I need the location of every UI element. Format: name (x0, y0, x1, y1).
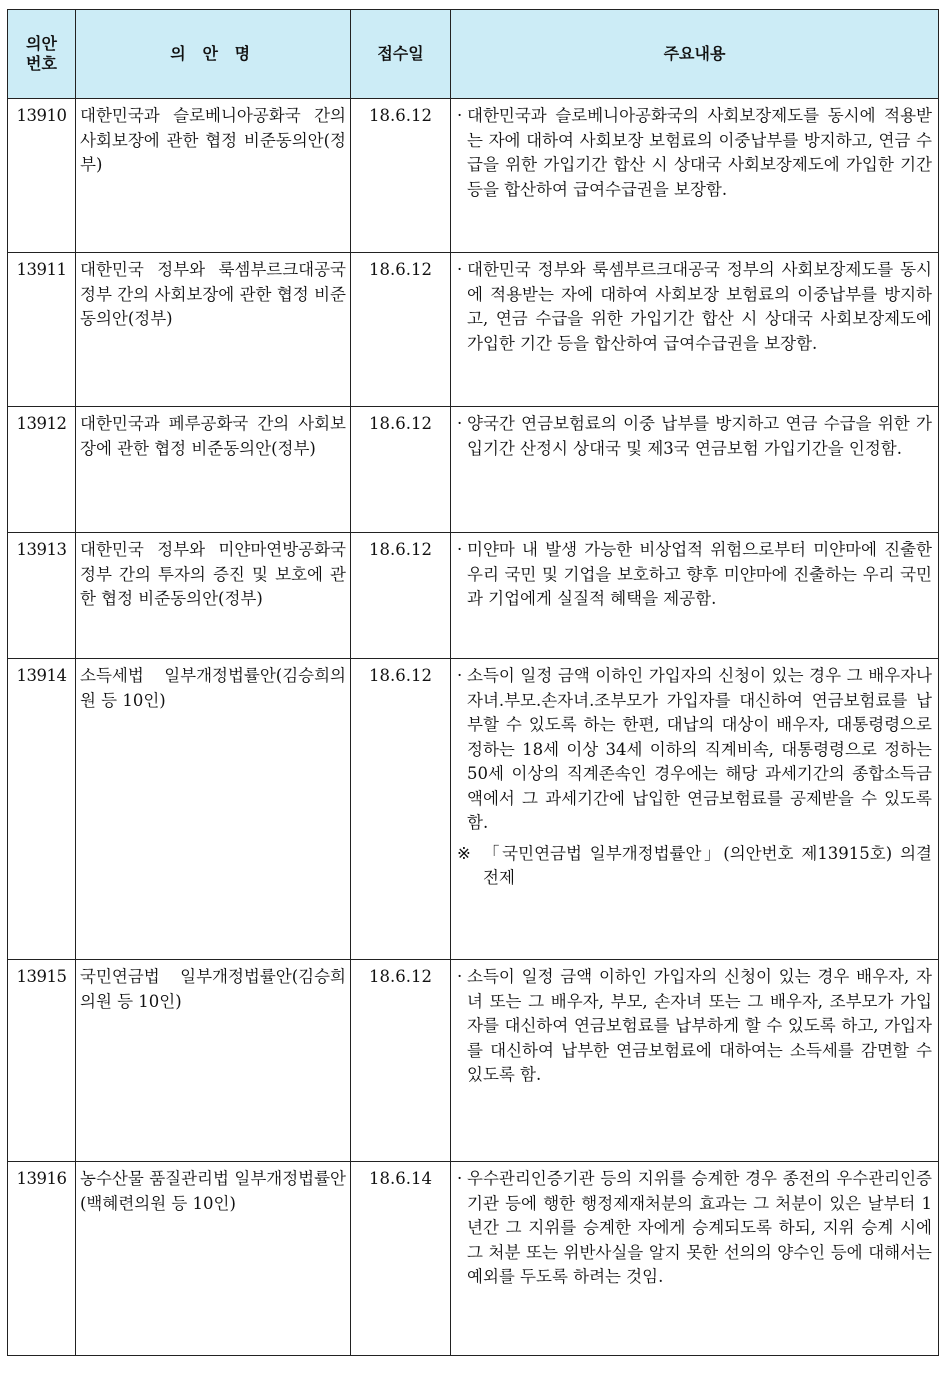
table-row (8, 253, 939, 407)
bill-title: 소득세법 일부개정법률안(김승희의원 등 10인) (76, 659, 351, 960)
received-date: 18.6.12 (351, 659, 451, 960)
bullet-mark: · (457, 1169, 463, 1188)
table-row (8, 99, 939, 253)
bill-title: 대한민국과 페루공화국 간의 사회보장에 관한 협정 비준동의안(정부) (76, 407, 351, 533)
main-content (451, 407, 939, 533)
note (457, 842, 932, 891)
received-date: 18.6.14 (351, 1162, 451, 1356)
bill-title: 농수산물 품질관리법 일부개정법률안(백혜련의원 등 10인) (76, 1162, 351, 1356)
received-date: 18.6.12 (351, 533, 451, 659)
received-date: 18.6.12 (351, 960, 451, 1162)
bullet-mark: · (457, 540, 463, 559)
bullet-mark: · (457, 260, 463, 279)
bill-table (7, 9, 939, 1356)
table-row (8, 960, 939, 1162)
reference-mark-icon: ※ (457, 843, 471, 863)
bill-number: 13913 (8, 533, 76, 659)
content-text: 대한민국 정부와 룩셈부르크대공국 정부의 사회보장제도를 동시에 적용받는 자에 대하여 사회보장 보험료의 이중납부를 방지하고, 연금 수급을 위한 가입기간 합산 시 상대국 사회보장제도에 가입한 기간 등을 합산하여 급여수급권을 보장함. (467, 260, 932, 353)
received-date: 18.6.12 (351, 407, 451, 533)
note-text: 「국민연금법 일부개정법률안」(의안번호 제13915호) 의결 전제 (483, 843, 932, 887)
content-text: 양국간 연금보험료의 이중 납부를 방지하고 연금 수급을 위한 가입기간 산정시 상대국 및 제3국 연금보험 가입기간을 인정함. (467, 414, 932, 458)
header-bill-title: 의 안 명 (76, 10, 351, 99)
table-row (8, 1162, 939, 1356)
header-row (8, 10, 939, 99)
bill-title: 대한민국 정부와 미얀마연방공화국 정부 간의 투자의 증진 및 보호에 관한 협정 비준동의안(정부) (76, 533, 351, 659)
bill-number: 13910 (8, 99, 76, 253)
received-date: 18.6.12 (351, 99, 451, 253)
content-text: 미얀마 내 발생 가능한 비상업적 위험으로부터 미얀마에 진출한 우리 국민 및 기업을 보호하고 향후 미얀마에 진출하는 우리 국민과 기업에게 실질적 혜택을 제공함. (467, 540, 932, 608)
bill-number: 13911 (8, 253, 76, 407)
header-main-content: 주요내용 (451, 10, 939, 99)
main-content (451, 960, 939, 1162)
main-content (451, 659, 939, 960)
bill-number: 13914 (8, 659, 76, 960)
table-row (8, 533, 939, 659)
table-row (8, 659, 939, 960)
content-text: 우수관리인증기관 등의 지위를 승계한 경우 종전의 우수관리인증기관 등에 행한 행정제재처분의 효과는 그 처분이 있은 날부터 1년간 그 지위를 승계한 자에게 승계되도록 하되, 지위 승계 시에 그 처분 또는 위반사실을 알지 못한 선의의 양수인 등에 대해서는 예외를 두도록 하려는 것임. (467, 1169, 932, 1286)
bill-title: 대한민국과 슬로베니아공화국 간의 사회보장에 관한 협정 비준동의안(정부) (76, 99, 351, 253)
bullet-mark: · (457, 106, 463, 125)
header-received-date: 접수일 (351, 10, 451, 99)
bill-number: 13912 (8, 407, 76, 533)
main-content (451, 253, 939, 407)
content-text: 대한민국과 슬로베니아공화국의 사회보장제도를 동시에 적용받는 자에 대하여 사회보장 보험료의 이중납부를 방지하고, 연금 수급을 위한 가입기간 합산 시 상대국 사회보장제도에 가입한 기간 등을 합산하여 급여수급권을 보장함. (467, 106, 932, 199)
bullet-mark: · (457, 414, 463, 433)
main-content (451, 533, 939, 659)
main-content (451, 1162, 939, 1356)
main-content (451, 99, 939, 253)
table-row (8, 407, 939, 533)
content-text: 소득이 일정 금액 이하인 가입자의 신청이 있는 경우 그 배우자나 자녀.부모.손자녀.조부모가 가입자를 대신하여 연금보험료를 납부할 수 있도록 하는 한편, 대납의 대상이 배우자, 대통령령으로 정하는 18세 이상 34세 이하의 직계비속, 대통령령으로 정하는 50세 이상의 직계존속인 경우에는 해당 과세기간의 종합소득금액에서 그 과세기간에 납입한 연금보험료를 공제받을 수 있도록 함. (467, 666, 932, 832)
bill-title: 국민연금법 일부개정법률안(김승희의원 등 10인) (76, 960, 351, 1162)
bill-title: 대한민국 정부와 룩셈부르크대공국 정부 간의 사회보장에 관한 협정 비준동의안(정부) (76, 253, 351, 407)
content-text: 소득이 일정 금액 이하인 가입자의 신청이 있는 경우 배우자, 자녀 또는 그 배우자, 부모, 손자녀 또는 그 배우자, 조부모가 가입자를 대신하여 연금보험료를 납부하게 할 수 있도록 하고, 가입자를 대신하여 납부한 연금보험료에 대하여는 소득세를 감면할 수 있도록 함. (467, 967, 932, 1084)
bill-number: 13915 (8, 960, 76, 1162)
header-bill-number: 의안 번호 (8, 10, 76, 99)
bullet-mark: · (457, 967, 463, 986)
received-date: 18.6.12 (351, 253, 451, 407)
bill-number: 13916 (8, 1162, 76, 1356)
bullet-mark: · (457, 666, 463, 685)
